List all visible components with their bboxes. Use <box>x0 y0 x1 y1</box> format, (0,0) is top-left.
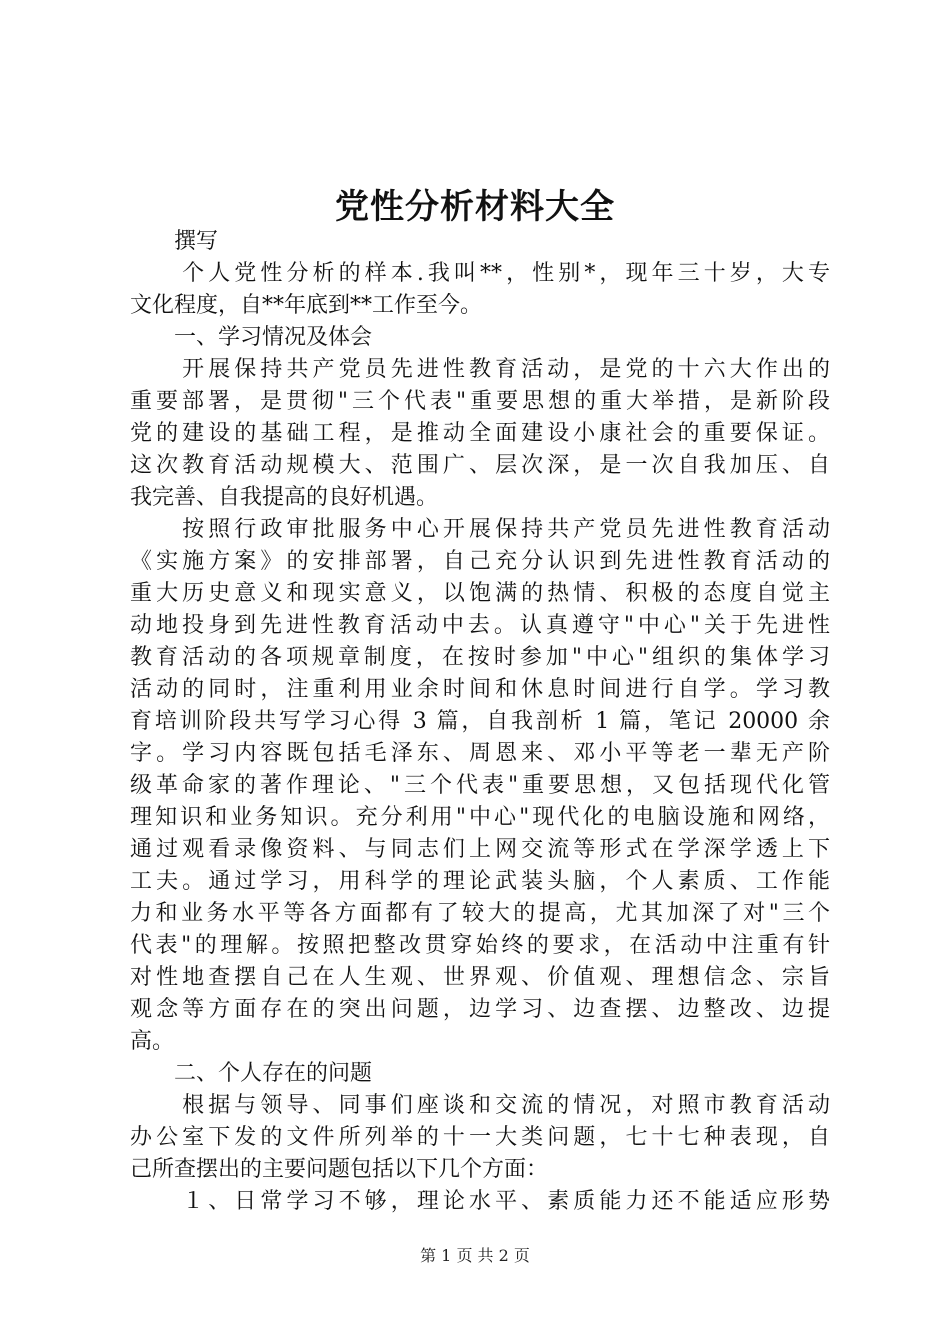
text-line: 开展保持共产党员先进性教育活动，是党的十六大作出的 <box>130 357 830 382</box>
text-line: 一、学习情况及体会 <box>130 325 373 350</box>
text-line: 理知识和业务知识。充分利用"中心"现代化的电脑设施和网络， <box>130 805 830 830</box>
text-line: 这次教育活动规模大、范围广、层次深，是一次自我加压、自 <box>130 453 830 478</box>
text-line: 按照行政审批服务中心开展保持共产党员先进性教育活动 <box>130 517 830 542</box>
text-line: 活动的同时，注重利用业余时间和休息时间进行自学。学习教 <box>130 677 830 702</box>
text-line: 对性地查摆自己在人生观、世界观、价值观、理想信念、宗旨 <box>130 965 830 990</box>
text-line: 工夫。通过学习，用科学的理论武装头脑，个人素质、工作能 <box>130 869 830 894</box>
text-line: 撰写 <box>130 229 219 254</box>
text-line: 力和业务水平等各方面都有了较大的提高，尤其加深了对"三个 <box>130 901 830 926</box>
text-line: 根据与领导、同事们座谈和交流的情况，对照市教育活动 <box>130 1093 830 1118</box>
text-line: 代表"的理解。按照把整改贯穿始终的要求，在活动中注重有针 <box>130 933 830 958</box>
text-line: 级革命家的著作理论、"三个代表"重要思想，又包括现代化管 <box>130 773 830 798</box>
text-line: 重要部署，是贯彻"三个代表"重要思想的重大举措，是新阶段 <box>130 389 830 414</box>
text-line: 办公室下发的文件所列举的十一大类问题，七十七种表现，自 <box>130 1125 830 1150</box>
text-line: 个人党性分析的样本.我叫**，性别*，现年三十岁，大专 <box>130 261 830 286</box>
text-line: 我完善、自我提高的良好机遇。 <box>130 485 439 510</box>
text-line: 重大历史意义和现实意义，以饱满的热情、积极的态度自觉主 <box>130 581 830 606</box>
text-line: 动地投身到先进性教育活动中去。认真遵守"中心"关于先进性 <box>130 613 830 638</box>
text-line: 观念等方面存在的突出问题，边学习、边查摆、边整改、边提 <box>130 997 830 1022</box>
text-line: 《实施方案》的安排部署，自己充分认识到先进性教育活动的 <box>130 549 830 574</box>
text-line: 文化程度，自**年底到**工作至今。 <box>130 293 483 318</box>
text-line: 字。学习内容既包括毛泽东、周恩来、邓小平等老一辈无产阶 <box>130 741 830 766</box>
text-line: 通过观看录像资料、与同志们上网交流等形式在学深学透上下 <box>130 837 830 862</box>
text-line: 二、个人存在的问题 <box>130 1061 373 1086</box>
text-line: 育培训阶段共写学习心得 3 篇，自我剖析 1 篇，笔记 20000 余 <box>130 709 830 734</box>
text-line: 教育活动的各项规章制度，在按时参加"中心"组织的集体学习 <box>130 645 830 670</box>
page-footer: 第 1 页 共 2 页 <box>420 1246 530 1265</box>
text-line: 己所查摆出的主要问题包括以下几个方面： <box>130 1157 549 1182</box>
document-body <box>130 226 830 1218</box>
text-line: 党的建设的基础工程，是推动全面建设小康社会的重要保证。 <box>130 421 830 446</box>
text-line: １、日常学习不够，理论水平、素质能力还不能适应形势 <box>130 1189 830 1214</box>
document-title: 党性分析材料大全 <box>335 187 615 227</box>
text-line: 高。 <box>130 1029 175 1054</box>
